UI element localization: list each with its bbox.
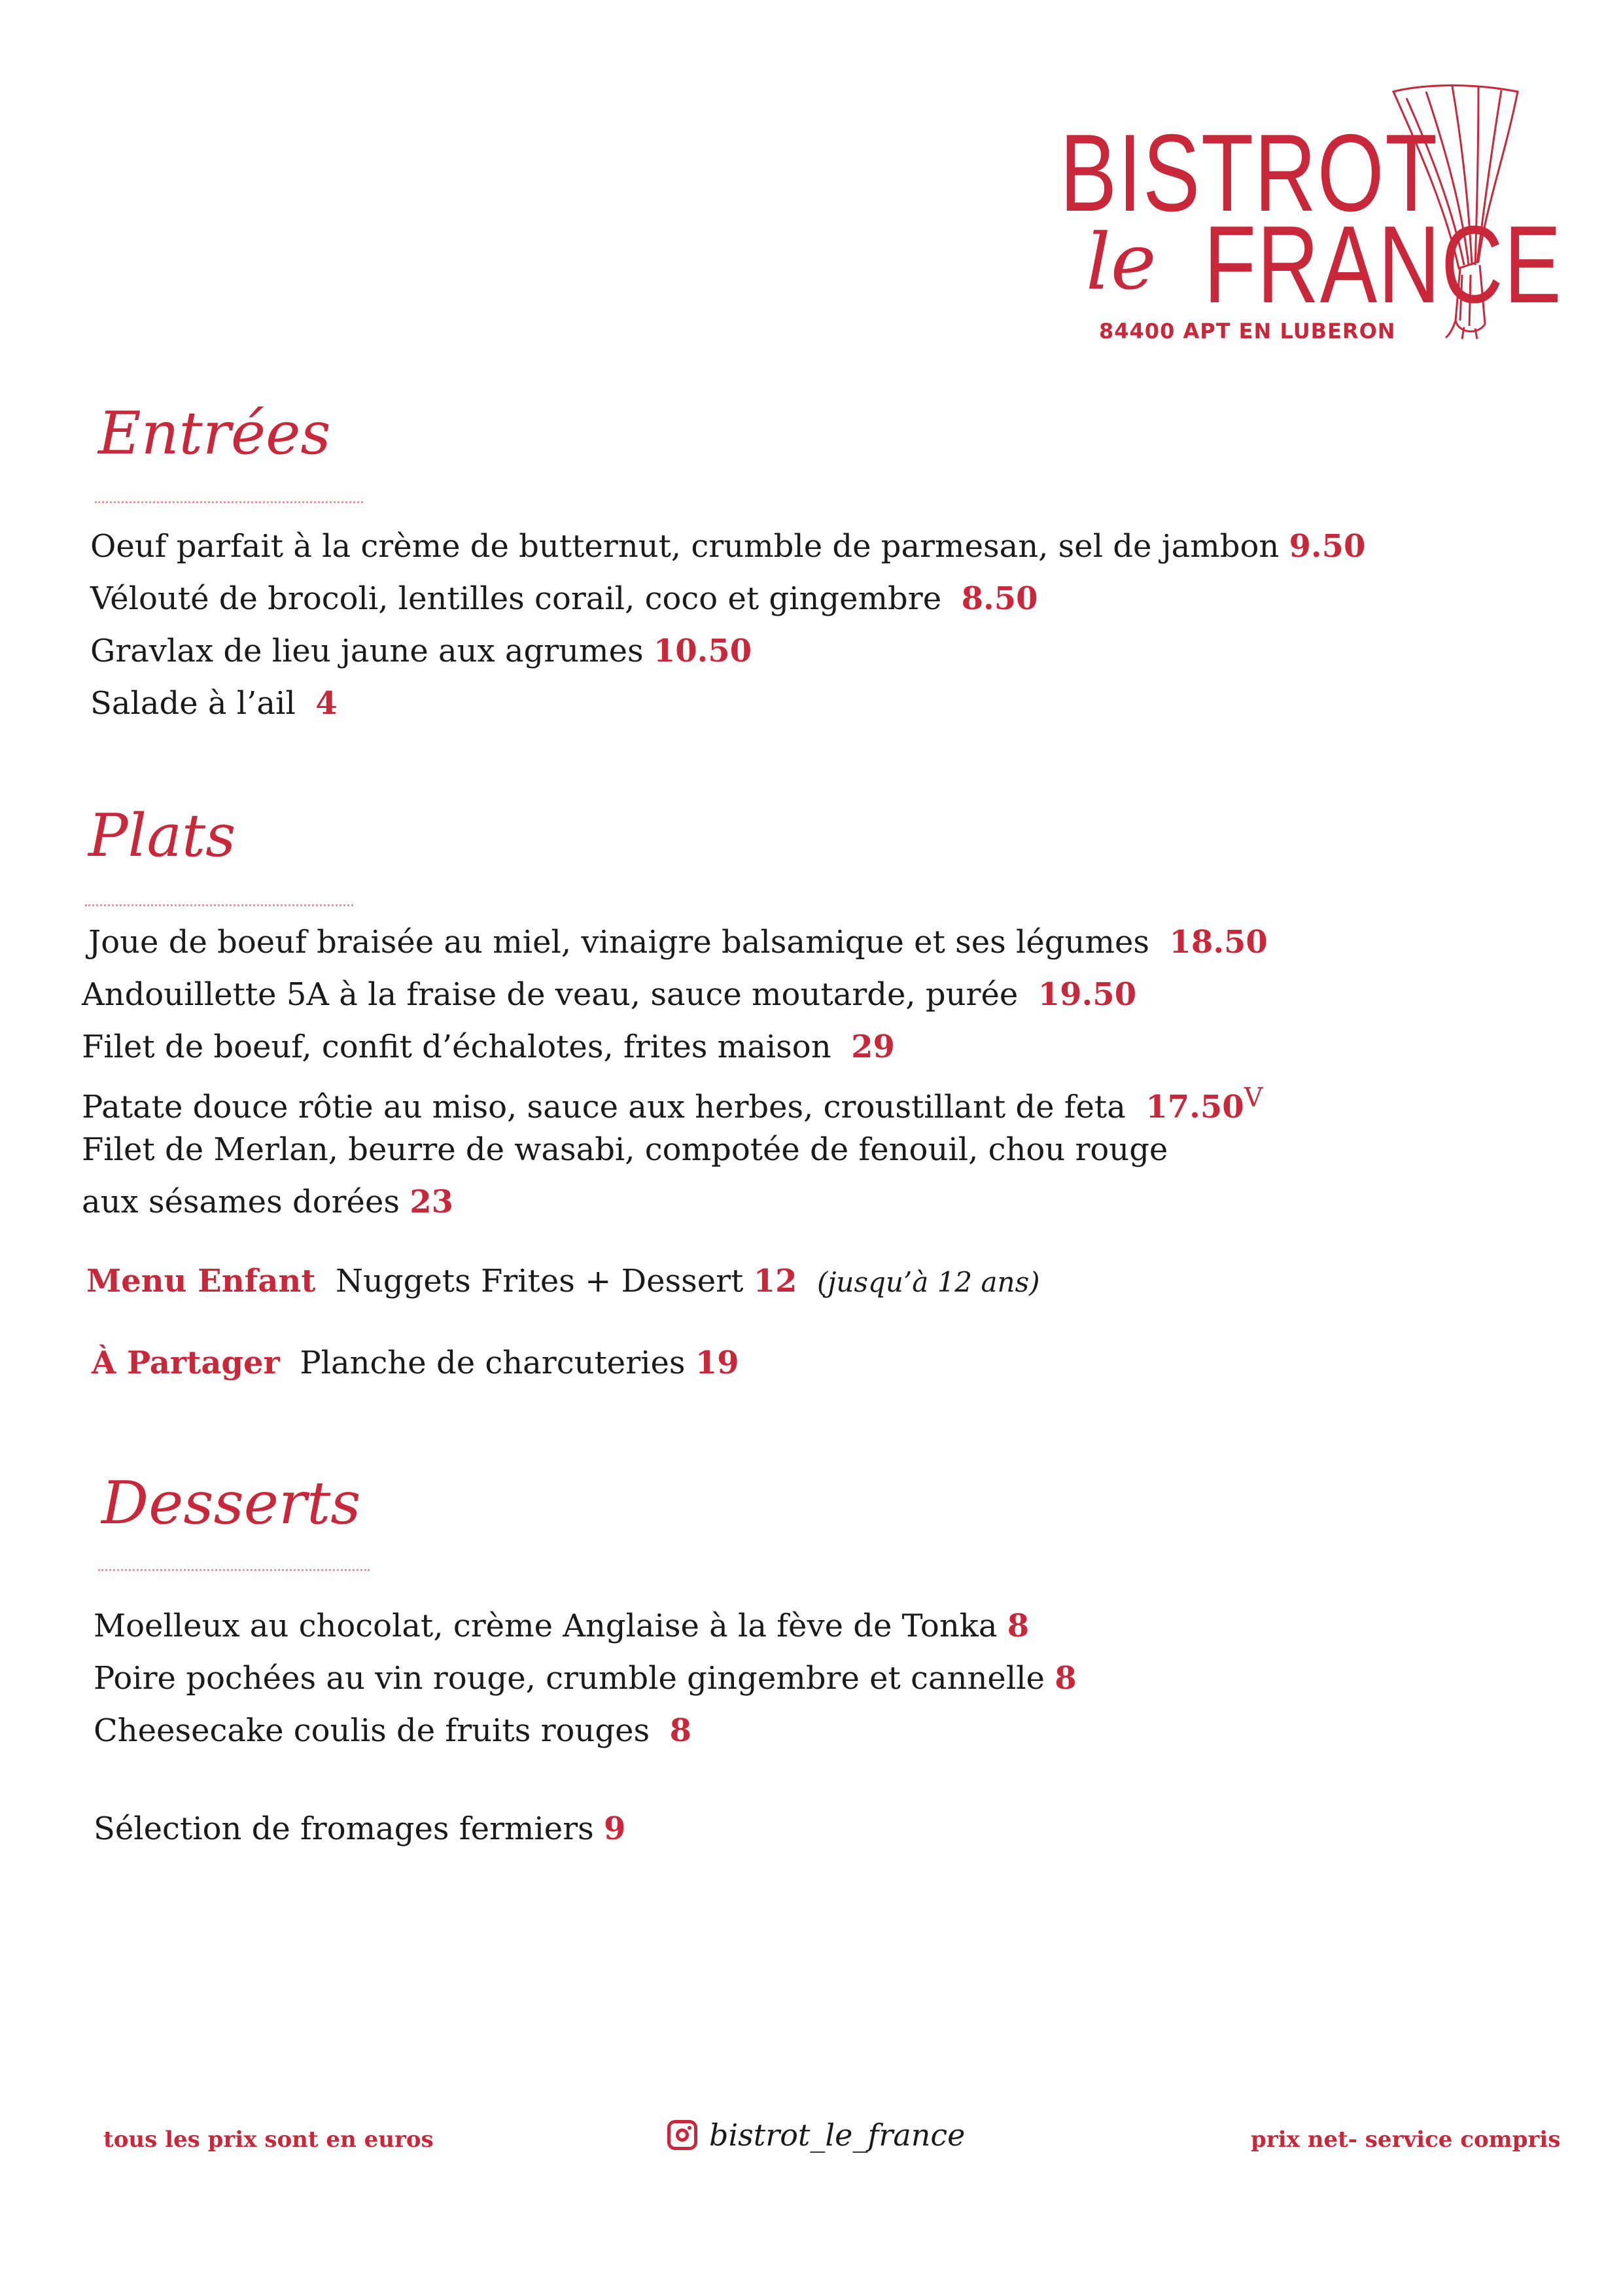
list-item: aux sésames dorées 23 xyxy=(82,1184,454,1220)
list-item: Patate douce rôtie au miso, sauce aux herbes, croustillant de feta $17.50^V$ xyxy=(82,1083,1263,1125)
list-item: Poire pochées au vin rouge, crumble gingembre et cannelle 8 xyxy=(94,1660,1077,1697)
divider xyxy=(98,1569,370,1571)
list-item: Moelleux au chocolat, crème Anglaise à la fève de Tonka 8 xyxy=(94,1608,1030,1644)
list-item: Vélouté de brocoli, lentilles corail, coco et gingembre 8.50 xyxy=(90,580,1038,617)
section-title-plats: Plats xyxy=(88,802,236,870)
footer-prices-note: tous les prix sont en euros xyxy=(103,2127,434,2153)
instagram-icon xyxy=(667,2120,697,2150)
list-item: Andouillette 5A à la fraise de veau, sauce moutarde, purée 19.50 xyxy=(82,976,1137,1013)
footer-service-note: prix net- service compris xyxy=(1251,2127,1561,2153)
logo-address: 84400 APT EN LUBERON xyxy=(1099,319,1396,344)
section-title-entrees: Entrées xyxy=(98,399,331,468)
list-item: Salade à l’ail 4 xyxy=(90,685,338,722)
logo-bistrot: BISTROT xyxy=(1060,111,1439,234)
list-item: Filet de Merlan, beurre de wasabi, compotée de fenouil, chou rouge xyxy=(82,1131,1168,1168)
a-partager: À Partager Planche de charcuteries 19 xyxy=(92,1345,739,1381)
list-item: Joue de boeuf braisée au miel, vinaigre balsamique et ses légumes 18.50 xyxy=(88,924,1268,961)
logo-le: le xyxy=(1086,217,1157,307)
list-item: Oeuf parfait à la crème de butternut, crumble de parmesan, sel de jambon 9.50 xyxy=(90,528,1366,565)
list-item: Filet de boeuf, confit d’échalotes, frites maison 29 xyxy=(82,1029,895,1065)
list-item: Cheesecake coulis de fruits rouges 8 xyxy=(94,1712,692,1749)
list-item: Gravlax de lieu jaune aux agrumes 10.50 xyxy=(90,633,752,669)
divider xyxy=(95,501,363,503)
menu-enfant: Menu Enfant Nuggets Frites + Dessert 12 (jusqu’à 12 ans) xyxy=(86,1263,1040,1299)
section-title-desserts: Desserts xyxy=(101,1469,361,1538)
divider xyxy=(85,904,353,906)
instagram-link[interactable] xyxy=(667,2117,965,2153)
logo-france: FRANCE xyxy=(1204,203,1563,326)
vegetarian-mark: V xyxy=(1244,1083,1263,1113)
list-item: Sélection de fromages fermiers 9 xyxy=(94,1810,626,1847)
leek-illustration-icon xyxy=(1387,79,1531,340)
instagram-handle: bistrot_le_france xyxy=(709,2117,966,2153)
